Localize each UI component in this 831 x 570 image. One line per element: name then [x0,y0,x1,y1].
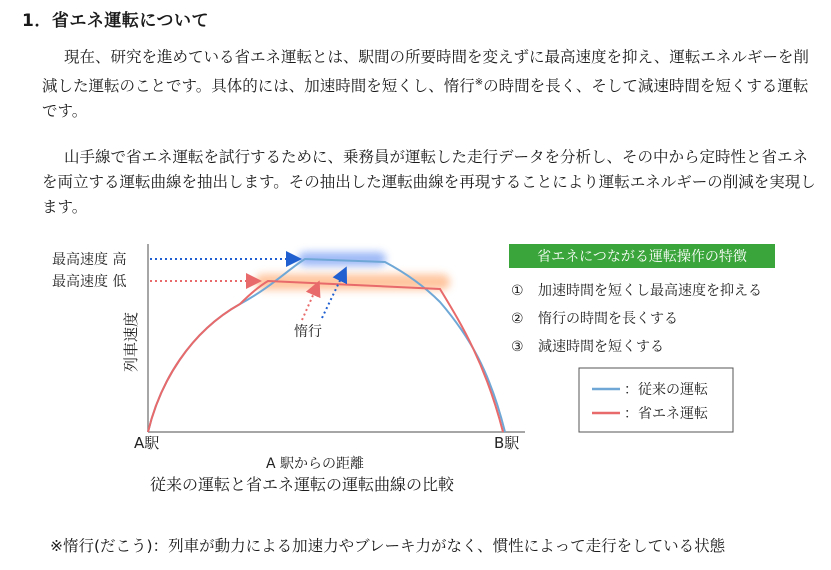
paragraph-method: 山手線で省エネ運転を試行するために、乗務員が運転した走行データを分析し、その中から定時性と省エネを両立する運転曲線を抽出します。その抽出した運転曲線を再現することにより運転エネルギーの削減を実現します。 [42,148,816,216]
feature-2-num: ② [511,311,524,327]
legend-box [579,368,733,432]
feature-1-text: 加速時間を短くし最高速度を抑える [538,283,762,299]
feature-2-text: 惰行の時間を長くする [538,311,678,327]
y-axis-label: 列車速度 [122,311,140,372]
features-title: 省エネにつながる運転操作の特徴 [537,249,747,265]
footnote-mark: ※ [474,77,484,88]
feature-3-text: 減速時間を短くする [538,339,664,355]
feature-3-num: ③ [511,339,524,355]
diagram-caption: 従来の運転と省エネ運転の運転曲線の比較 [150,475,455,494]
max-speed-low-label: 最高速度 低 [52,274,127,290]
footnote: ※惰行(だこう)：列車が動力による加速力やブレーキ力がなく、慣性によって走行をしている状態 [50,537,726,555]
feature-1-num: ① [511,283,524,299]
paragraph-intro [42,45,817,124]
paragraph-intro-text-b: の時間を長く、そして減速時間を短くする運転です。 [42,77,809,120]
station-b-label: B駅 [494,434,520,452]
x-axis-label: A 駅からの距離 [266,456,365,472]
station-a-label: A駅 [134,434,160,452]
speed-curve-diagram [0,232,831,502]
legend-eco-label: ：省エネ運転 [624,406,708,422]
coast-label: 惰行 [294,324,322,340]
legend-conventional-label: ：従来の運転 [624,382,708,398]
paragraph-intro-text-a: 現在、研究を進めている省エネ運転とは、駅間の所要時間を変えずに最高速度を抑え、運転エネルギーを削減した運転のことです。具体的には、加速時間を短くし、惰行 [42,48,809,95]
eco-curve [148,281,503,432]
section-heading: 1．省エネ運転について [22,11,209,31]
max-speed-high-label: 最高速度 高 [52,252,127,268]
